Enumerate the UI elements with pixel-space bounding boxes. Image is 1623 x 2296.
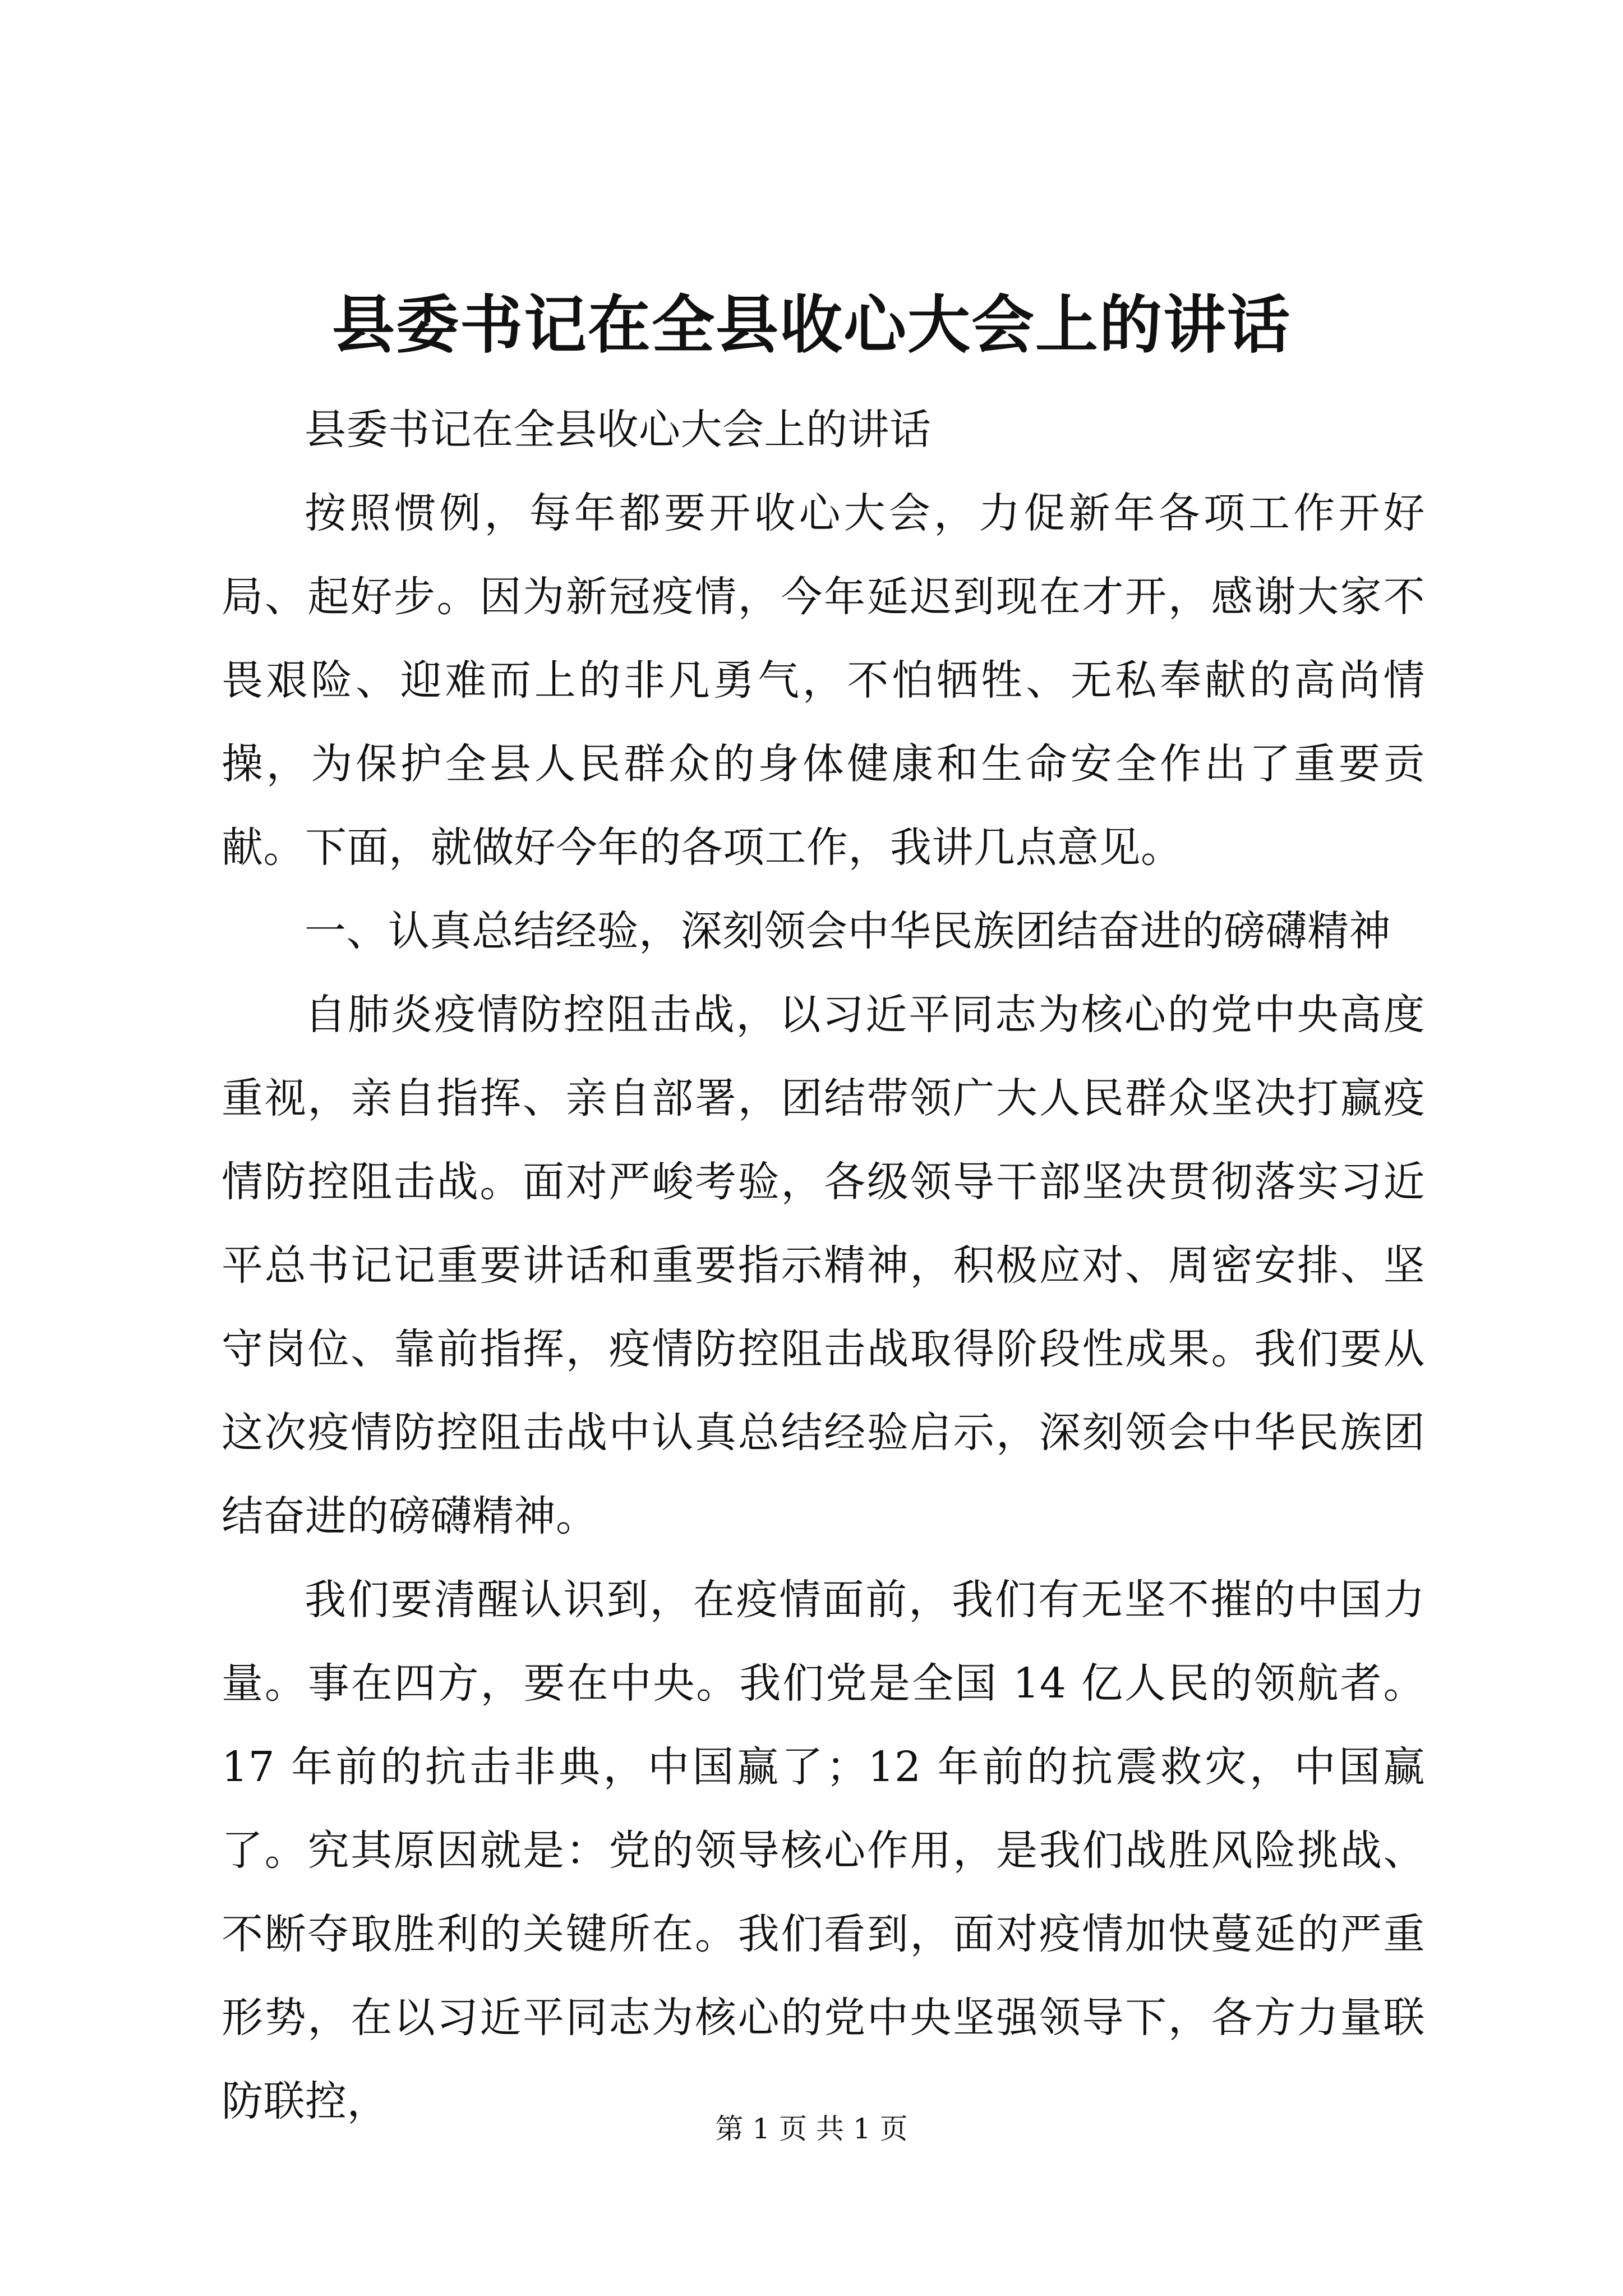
paragraph-china-strength: 我们要清醒认识到，在疫情面前，我们有无坚不摧的中国力量。事在四方，要在中央。我们党是全国 14 亿人民的领航者。17 年前的抗击非典，中国赢了；12 年前的抗震救灾，中国赢了。究其原因就是：党的领导核心作用，是我们战胜风险挑战、不断夺取胜利的关键所在。我们看到，面对疫情加快蔓延的严重形势，在以习近平同志为核心的党中央坚强领导下，各方力量联防联控， (222, 1576, 1425, 2125)
paragraph-intro: 按照惯例，每年都要开收心大会，力促新年各项工作开好局、起好步。因为新冠疫情，今年延迟到现在才开，感谢大家不畏艰险、迎难而上的非凡勇气，不怕牺牲、无私奉献的高尚情操，为保护全县人民群众的身体健康和生命安全作出了重要贡献。下面，就做好今年的各项工作，我讲几点意见。 (222, 489, 1425, 872)
page-number-footer: 第 1 页 共 1 页 (715, 2113, 908, 2145)
document-body (222, 388, 1425, 2143)
section-heading-1: 一、认真总结经验，深刻领会中华民族团结奋进的磅礴精神 (305, 907, 1391, 955)
paragraph-section-1: 自肺炎疫情防控阻击战，以习近平同志为核心的党中央高度重视，亲自指挥、亲自部署，团结带领广大人民群众坚决打赢疫情防控阻击战。面对严峻考验，各级领导干部坚决贯彻落实习近平总书记记重要讲话和重要指示精神，积极应对、周密安排、坚守岗位、靠前指挥，疫情防控阻击战取得阶段性成果。我们要从这次疫情防控阻击战中认真总结经验启示，深刻领会中华民族团结奋进的磅礴精神。 (222, 991, 1425, 1540)
paragraph-subtitle: 县委书记在全县收心大会上的讲话 (305, 406, 932, 454)
document-title: 县委书记在全县收心大会上的讲话 (332, 288, 1291, 362)
